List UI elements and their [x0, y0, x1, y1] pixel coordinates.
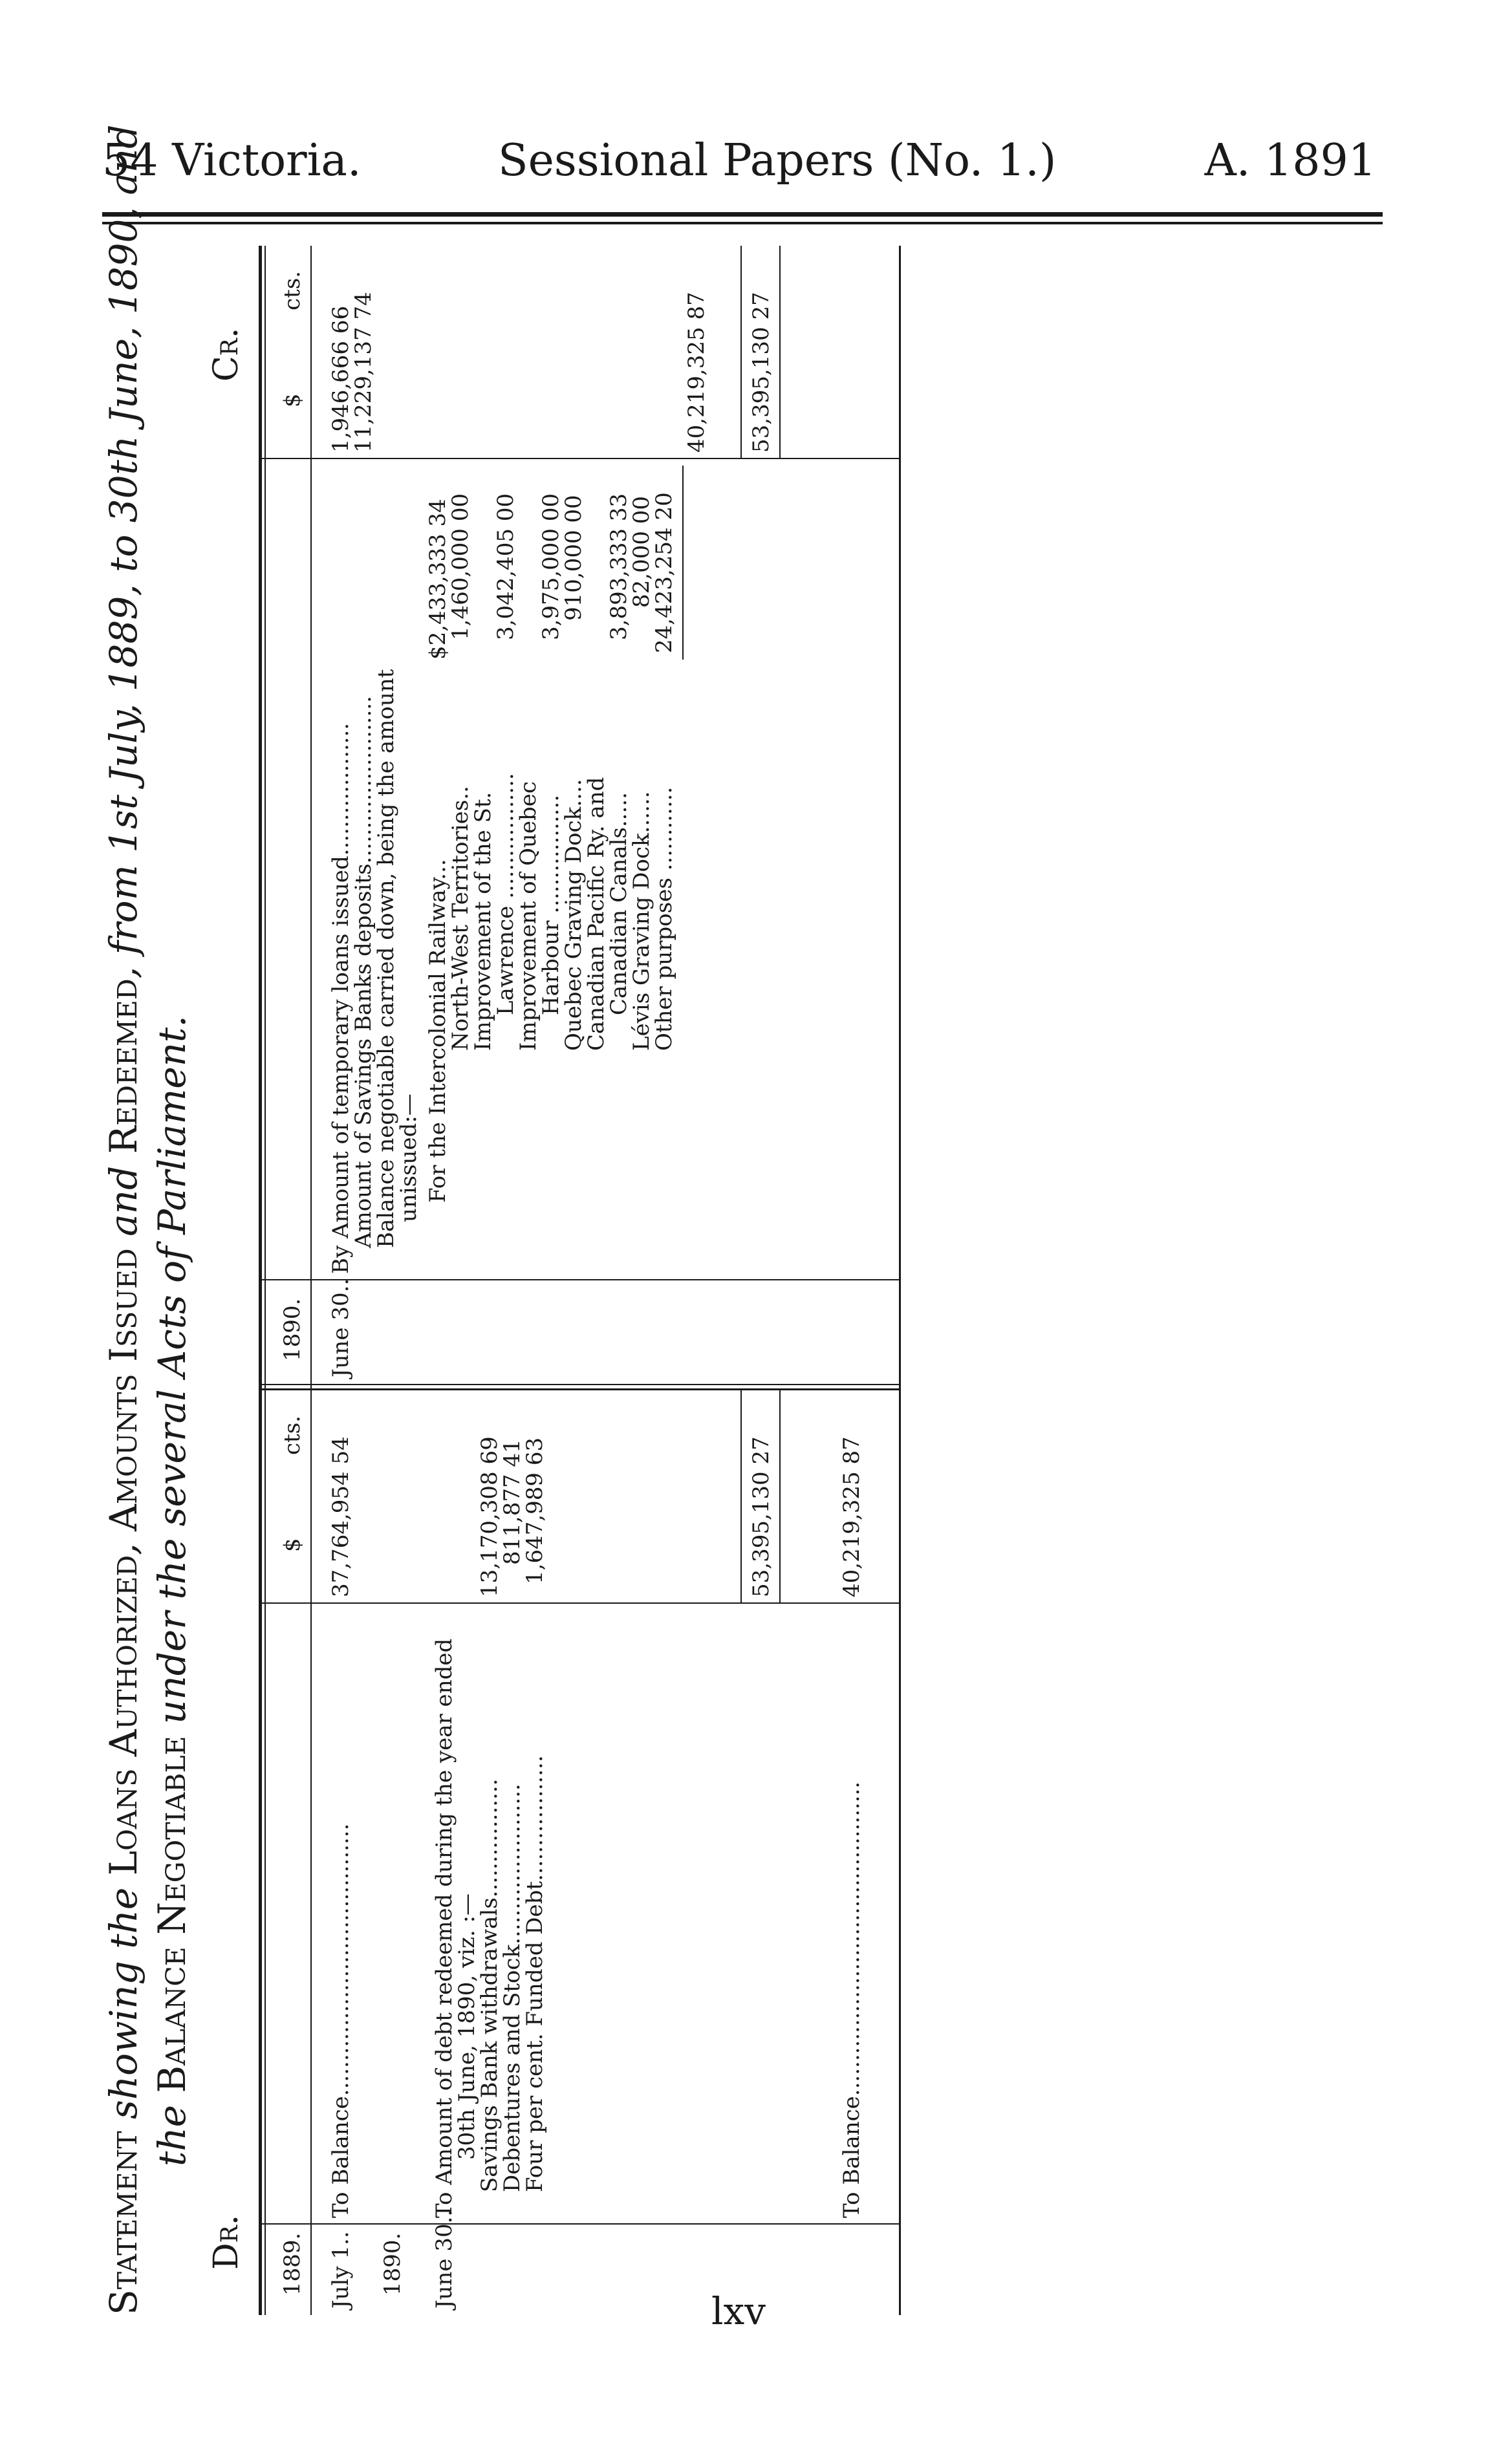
debit-year-1889: 1889. [279, 2232, 305, 2296]
unissued-amount: 910,000 00 [561, 495, 587, 621]
unissued-label: Other purposes ............ [651, 786, 677, 1051]
credit-row-label: Amount of Savings Banks deposits........................ [351, 696, 376, 1248]
unissued-label: Quebec Graving Dock.... [561, 779, 587, 1051]
unissued-label: Improvement of Quebec [515, 781, 541, 1051]
debit-row-label: 30th June, 1890, viz. :— [454, 1893, 480, 2160]
unissued-amount: 1,460,000 00 [448, 493, 473, 640]
title-part: , [102, 1531, 146, 1555]
debit-total-rule [779, 1390, 781, 1604]
credit-row-amount: 1,946,666 66 [328, 305, 354, 453]
debit-date: June 30.. [431, 2209, 457, 2309]
title-part: Loans Authorized [102, 1555, 146, 1876]
credit-total-rule [779, 246, 781, 459]
col-rule [259, 1279, 899, 1280]
credit-total-rule [740, 246, 742, 459]
debit-closing-label: To Balance............................................. [839, 1781, 865, 2218]
unissued-amount: 3,893,333 33 [606, 493, 632, 640]
unissued-amount: 24,423,254 20 [651, 492, 677, 653]
debit-year-1890: 1890. [380, 2232, 405, 2296]
credit-row-amount: 11,229,137 74 [351, 292, 376, 453]
table-bottom-rule [899, 246, 901, 2315]
debit-row-amount: 811,877 41 [499, 1439, 525, 1565]
unissued-label: North-West Territories.. [448, 786, 473, 1051]
debit-row-label: To Amount of debt redeemed during the year ended [431, 1638, 457, 2218]
header-rule-thin [102, 222, 1383, 224]
debit-row-label: To Balance....................................... [328, 1823, 354, 2218]
debit-row-label: Debentures and Stock....................... [499, 1784, 525, 2192]
title-part: showing the [102, 1875, 146, 2131]
ledger-table [259, 246, 905, 2315]
credit-row-label: Balance negotiable carried down, being the amount [373, 669, 399, 1248]
col-rule [259, 1602, 899, 1604]
credit-heading: Cr. [207, 327, 246, 382]
col-rule [259, 458, 899, 459]
title-part: Amounts Issued [102, 1248, 146, 1531]
header-rule [102, 212, 1383, 217]
title-part: Statement [102, 2131, 146, 2315]
statement-subtitle [150, 1015, 194, 2166]
debit-cents-heading: cts. [279, 1416, 305, 1455]
credit-cents-heading: cts. [279, 271, 305, 310]
unissued-label: Canadian Pacific Ry. and [583, 777, 609, 1051]
credit-row-label: unissued:— [396, 1094, 422, 1222]
debit-row-label: Savings Bank withdrawals................. [477, 1778, 502, 2192]
credit-dollar-sign: $ [279, 393, 305, 407]
header-year: A. 1891 [1204, 135, 1376, 186]
table-top-rule [259, 246, 262, 2315]
col-rule [259, 2223, 899, 2225]
title-part: Balance Negotiable [150, 1736, 194, 2093]
debit-dollar-sign: $ [279, 1538, 305, 1552]
header-title: Sessional Papers (No. 1.) [498, 135, 1057, 186]
col-rule-double [259, 1388, 899, 1390]
title-part: and [102, 1154, 146, 1249]
credit-row-label: By Amount of temporary loans issued................... [328, 722, 354, 1274]
header-session: 54 Victoria. [102, 135, 362, 186]
debit-row-amount: 37,764,954 54 [328, 1436, 354, 1597]
debit-heading: Dr. [207, 2214, 246, 2270]
unissued-amount: $2,433,333 34 [425, 499, 451, 660]
credit-carried-down: 40,219,325 87 [684, 292, 709, 453]
title-part: under the several Acts of Parliament. [150, 1015, 194, 1736]
unissued-label: Improvement of the St. [470, 792, 496, 1051]
debit-closing-amount: 40,219,325 87 [839, 1436, 865, 1597]
debit-date: July 1.. [328, 2231, 354, 2309]
title-part: , from 1st July, 1889, to 30th June, 1890, and [102, 124, 146, 979]
unissued-label: Harbour ................. [538, 794, 564, 1015]
unissued-amount: 3,975,000 00 [538, 493, 564, 640]
credit-date: June 30.. [328, 1278, 354, 1377]
unissued-label: Lawrence .................. [493, 773, 519, 1015]
debit-row-label: Four per cent. Funded Debt.................. [522, 1755, 548, 2192]
debit-row-amount: 13,170,308 69 [477, 1436, 502, 1597]
table-top-rule-thin [265, 246, 266, 2315]
unissued-amount: 82,000 00 [629, 495, 654, 608]
unissued-label: Lévis Graving Dock...... [629, 791, 654, 1051]
unissued-label: For the Intercolonial Railway... [425, 859, 451, 1203]
page-number: lxv [711, 2289, 766, 2333]
debit-total-rule [740, 1390, 742, 1604]
title-part: Redeemed [102, 978, 146, 1154]
debit-total: 53,395,130 27 [748, 1436, 774, 1597]
title-part: the [150, 2093, 194, 2166]
unissued-total-rule [682, 466, 684, 660]
header-row-rule [310, 246, 312, 2315]
unissued-label: Canadian Canals..... [606, 792, 632, 1015]
unissued-amount: 3,042,405 00 [493, 493, 519, 640]
credit-year-1890: 1890. [279, 1298, 305, 1361]
col-rule-double [259, 1384, 899, 1385]
debit-row-amount: 1,647,989 63 [522, 1437, 548, 1584]
credit-total: 53,395,130 27 [748, 292, 774, 453]
statement-title [102, 124, 146, 2315]
